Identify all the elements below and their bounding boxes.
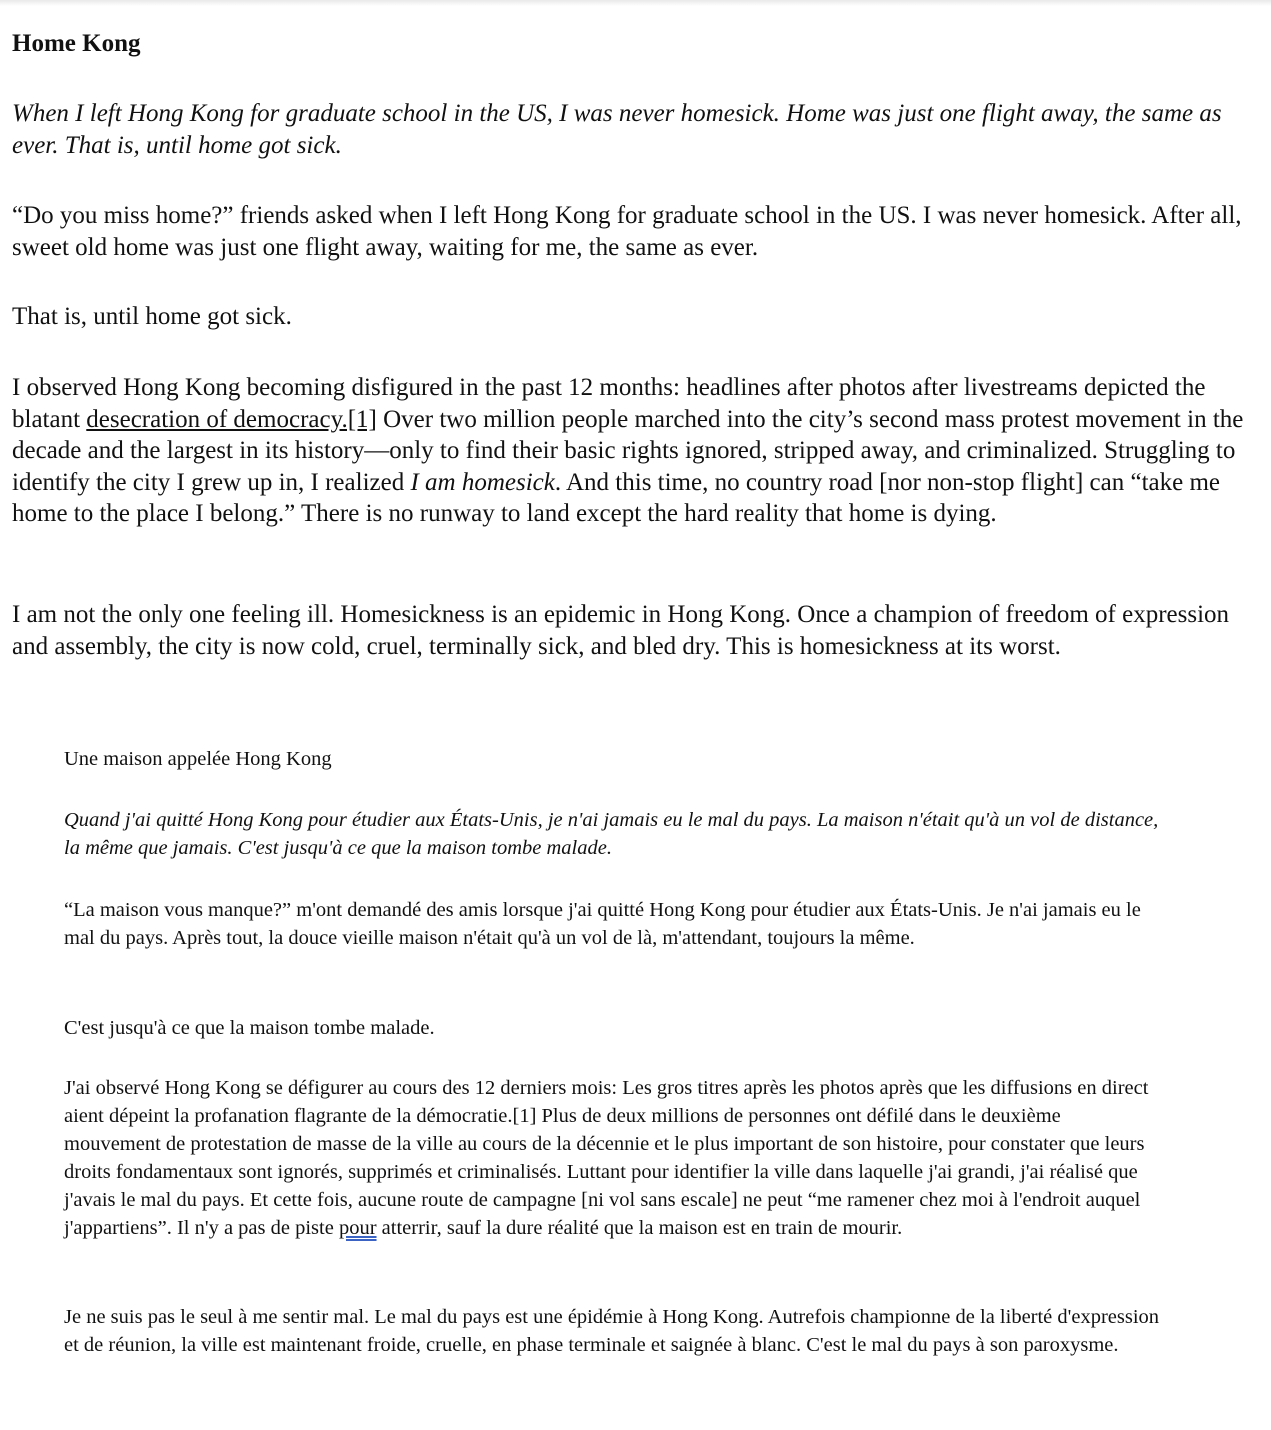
footnote-link-desecration[interactable]: desecration of democracy.[1] <box>86 405 377 433</box>
english-title: Home Kong <box>12 30 141 57</box>
english-paragraph-3-text-a: I observed Hong Kong becoming disfigured in the past 12 months: headlines after photos after livestreams depicted the blatant <box>12 374 1206 433</box>
cropped-top-edge <box>0 0 1271 6</box>
english-paragraph-4: I am not the only one feeling ill. Homesickness is an epidemic in Hong Kong. Once a champion of freedom of expression and assembly, the city is now cold, cruel, terminally sick, and bled dry. This is homesickness at its worst. <box>12 601 1230 660</box>
english-lede: When I left Hong Kong for graduate school in the US, I was never homesick. Home was just one flight away, the same as ever. That is, until home got sick. <box>12 100 1222 159</box>
english-paragraph-3-text-b: Over two million people marched into the city’s second mass protest movement in the decade and the largest in its history—only to find their basic rights ignored, stripped away, and criminalized. Struggling to identify the city I grew up in, I realized <box>12 405 1244 496</box>
grammar-flag-pour[interactable]: pour <box>338 1217 377 1239</box>
french-title: Une maison appelée Hong Kong <box>64 748 332 770</box>
english-paragraph-3-emphasis: I am homesick <box>410 468 555 496</box>
french-paragraph-3 <box>64 1074 1160 1242</box>
english-paragraph-3 <box>12 372 1258 530</box>
french-paragraph-1: “La maison vous manque?” m'ont demandé des amis lorsque j'ai quitté Hong Kong pour étudier aux États-Unis. Je n'ai jamais eu le mal du pays. Après tout, la douce vieille maison n'était qu'à un vol de là, m'attendant, toujours la même. <box>64 899 1141 949</box>
french-paragraph-2: C'est jusqu'à ce que la maison tombe malade. <box>64 1017 435 1039</box>
french-paragraph-4: Je ne suis pas le seul à me sentir mal. Le mal du pays est une épidémie à Hong Kong. Autrefois championne de la liberté d'expression et de réunion, la ville est maintenant froide, cruelle, en phase terminale et saignée à blanc. C'est le mal du pays à son paroxysme. <box>64 1306 1160 1356</box>
french-paragraph-3-text-a: J'ai observé Hong Kong se défigurer au cours des 12 derniers mois: Les gros titres après les photos après que les diffusions en direct aient dépeint la profanation flagrante de la démocratie.[1] Plus de deux millions de personnes ont défilé dans le deuxième mouvement de protestation de masse de la ville au cours de la décennie et le plus important de son histoire, pour constater que leurs droits fondamentaux sont ignorés, supprimés et criminalisés. Luttant pour identifier la ville dans laquelle j'ai grandi, j'ai réalisé que j'avais le mal du pays. Et cette fois, aucune route de campagne [ni vol sans escale] ne peut “me ramener chez moi à l'endroit auquel j'appartiens”. Il n'y a pas de piste <box>64 1077 1149 1239</box>
english-paragraph-2: That is, until home got sick. <box>12 303 292 330</box>
english-paragraph-3-text-c: . And this time, no country road [nor non-stop flight] can “take me home to the place I belong.” There is no runway to land except the hard reality that home is dying. <box>12 468 1220 527</box>
french-paragraph-3-text-b: atterrir, sauf la dure réalité que la maison est en train de mourir. <box>376 1217 903 1239</box>
english-paragraph-1: “Do you miss home?” friends asked when I left Hong Kong for graduate school in the US. I was never homesick. After all, sweet old home was just one flight away, waiting for me, the same as ever. <box>12 202 1242 261</box>
french-lede: Quand j'ai quitté Hong Kong pour étudier aux États-Unis, je n'ai jamais eu le mal du pays. La maison n'était qu'à un vol de distance, la même que jamais. C'est jusqu'à ce que la maison tombe malade. <box>64 809 1159 859</box>
